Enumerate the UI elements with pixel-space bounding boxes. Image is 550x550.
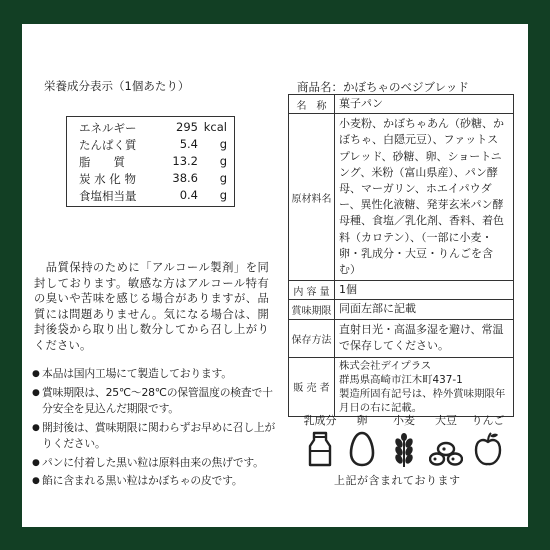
row-key: 保存方法 [289,319,335,357]
note-item [32,366,282,383]
row-value: 1個 [335,281,514,300]
notes-list [32,366,282,492]
bullet: ● [32,476,40,486]
note-text: パンに付着した黒い粒は原料由来の焦げです。 [42,455,264,469]
bullet: ● [32,369,40,379]
allergen-caption: 上記が含まれております [334,474,461,487]
nutrition-label: エネルギー [79,121,137,135]
nutrition-unit: g [219,137,227,151]
product-name-header: 商品名：かぼちゃのベジブレッド [297,80,469,94]
row-key: 名 称 [289,95,335,114]
note-text: 開封後は、賞味期限に関わらずお早めに召し上がりください。 [42,420,276,450]
allergen-apple [463,412,513,468]
allergen-label: 卵 [356,414,368,427]
allergen-label: 乳成分 [303,414,337,427]
nutrition-label: 炭 水 化 物 [79,172,136,186]
nutrition-title: 栄養成分表示（1個あたり） [44,79,190,93]
nutrition-row [79,154,234,171]
row-key: 内 容 量 [289,281,335,300]
table-row [289,95,514,114]
nutrition-value: 5.4 [179,137,198,151]
nutrition-value: 38.6 [172,171,198,185]
nutrition-value: 0.4 [179,188,198,202]
nutrition-table [66,116,235,207]
note-text: 賞味期限は、25℃〜28℃の保管温度の検査で十分安全を見込んだ期限です。 [42,385,273,415]
row-value: 同面左部に記載 [335,300,514,319]
nutrition-value: 13.2 [172,154,198,168]
bullet: ● [32,457,40,468]
nutrition-row [79,137,234,154]
egg-icon [347,430,377,468]
note-item [32,420,282,453]
table-row [289,281,514,300]
soybean-icon [429,430,463,468]
nutrition-unit: kcal [203,120,227,134]
table-row [289,300,514,319]
bullet: ● [32,422,40,433]
note-item [32,473,282,490]
row-value: 直射日光・高温多湿を避け、常温で保存してください。 [335,319,514,357]
nutrition-label: たんぱく質 [79,138,137,152]
note-text: 餡に含まれる黒い粒はかぼちゃの皮です。 [42,474,243,487]
seller-value: 株式会社デイプラス 群馬県高崎市江木町437-1 製造所固有記号は、枠外賞味期限年月日の右に記載。 [335,357,514,416]
row-key: 原材料名 [289,114,335,281]
table-row [289,114,514,281]
allergen-label: りんご [471,414,505,427]
allergen-label: 小麦 [393,414,415,427]
nutrition-unit: g [219,154,227,168]
table-row [289,357,514,416]
note-text: 本品は国内工場にて製造しております。 [42,367,232,380]
allergen-label: 大豆 [435,414,457,427]
nutrition-unit: g [219,188,227,202]
note-item [32,385,282,418]
nutrition-value: 295 [176,120,198,134]
milk-bottle-icon [305,430,335,468]
row-key: 販 売 者 [289,357,335,416]
nutrition-label: 脂 質 [79,155,125,169]
wheat-icon [389,430,419,468]
nutrition-row [79,120,234,137]
product-info-table [288,94,514,417]
note-item [32,455,282,472]
apple-icon [472,430,504,468]
bullet: ● [32,387,40,398]
nutrition-unit: g [219,171,227,185]
alcohol-notice: 品質保持のために「アルコール製剤」を同封しております。敏感な方はアルコール特有の臭いや苦味を感じる場合がありますが、品質には問題ありません。気になる場合は、開封後袋から取り出し数分してから召し上がりください。 [34,261,269,352]
nutrition-row [79,188,234,205]
row-key: 賞味期限 [289,300,335,319]
nutrition-row [79,171,234,188]
table-row [289,319,514,357]
nutrition-label: 食塩相当量 [79,189,137,203]
ingredients-value: 小麦粉、かぼちゃあん（砂糖、かぼちゃ、白隠元豆）、ファットスプレッド、砂糖、卵、ショートニング、米粉（富山県産）、パン酵母、マーガリン、ホエイパウダー、異性化液糖、発芽玄米パン酵母種、食塩／乳化剤、香料、着色料（カロテン）、（一部に小麦・卵・乳成分・大豆・りんごを含む） [335,114,514,281]
row-value: 菓子パン [335,95,514,114]
